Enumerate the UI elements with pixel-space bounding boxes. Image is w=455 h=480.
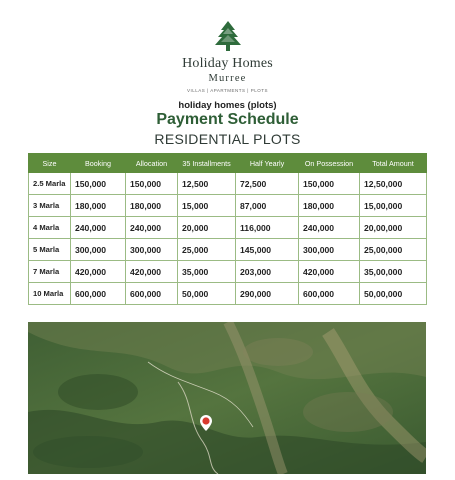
table-cell: 240,000 bbox=[299, 217, 360, 239]
table-cell: 15,00,000 bbox=[360, 195, 427, 217]
document-title: Payment Schedule bbox=[156, 111, 299, 128]
location-pin-icon bbox=[200, 415, 212, 431]
column-header: Size bbox=[29, 154, 71, 173]
table-cell: 7 Marla bbox=[29, 261, 71, 283]
table-cell: 600,000 bbox=[71, 283, 126, 305]
table-cell: 2.5 Marla bbox=[29, 173, 71, 195]
column-header: Allocation bbox=[126, 154, 178, 173]
table-cell: 35,00,000 bbox=[360, 261, 427, 283]
table-cell: 290,000 bbox=[236, 283, 299, 305]
table-cell: 25,00,000 bbox=[360, 239, 427, 261]
column-header: Total Amount bbox=[360, 154, 427, 173]
table-cell: 20,00,000 bbox=[360, 217, 427, 239]
table-cell: 240,000 bbox=[71, 217, 126, 239]
table-cell: 600,000 bbox=[126, 283, 178, 305]
document-heading: RESIDENTIAL PLOTS bbox=[154, 131, 301, 147]
table-cell: 50,000 bbox=[178, 283, 236, 305]
table-cell: 145,000 bbox=[236, 239, 299, 261]
table-cell: 35,000 bbox=[178, 261, 236, 283]
table-cell: 72,500 bbox=[236, 173, 299, 195]
brand-name: Holiday Homes bbox=[182, 56, 273, 71]
table-cell: 12,500 bbox=[178, 173, 236, 195]
table-row bbox=[29, 217, 427, 239]
column-header: Booking bbox=[71, 154, 126, 173]
column-header: 35 Installments bbox=[178, 154, 236, 173]
table-cell: 25,000 bbox=[178, 239, 236, 261]
table-row bbox=[29, 283, 427, 305]
table-cell: 180,000 bbox=[71, 195, 126, 217]
satellite-map-image bbox=[28, 322, 426, 474]
table-cell: 600,000 bbox=[299, 283, 360, 305]
brand-location: Murree bbox=[208, 73, 247, 84]
table-cell: 300,000 bbox=[299, 239, 360, 261]
table-cell: 3 Marla bbox=[29, 195, 71, 217]
table-cell: 300,000 bbox=[71, 239, 126, 261]
table-cell: 420,000 bbox=[299, 261, 360, 283]
column-header: On Possession bbox=[299, 154, 360, 173]
table-cell: 420,000 bbox=[71, 261, 126, 283]
table-cell: 116,000 bbox=[236, 217, 299, 239]
table-row bbox=[29, 195, 427, 217]
document-subtitle: holiday homes (plots) bbox=[178, 100, 277, 111]
table-cell: 150,000 bbox=[126, 173, 178, 195]
table-cell: 10 Marla bbox=[29, 283, 71, 305]
table-cell: 4 Marla bbox=[29, 217, 71, 239]
table-cell: 12,50,000 bbox=[360, 173, 427, 195]
table-cell: 420,000 bbox=[126, 261, 178, 283]
table-row bbox=[29, 261, 427, 283]
table-cell: 50,00,000 bbox=[360, 283, 427, 305]
table-cell: 15,000 bbox=[178, 195, 236, 217]
table-cell: 150,000 bbox=[71, 173, 126, 195]
table-cell: 240,000 bbox=[126, 217, 178, 239]
pine-tree-icon bbox=[214, 20, 242, 56]
table-cell: 180,000 bbox=[299, 195, 360, 217]
table-cell: 5 Marla bbox=[29, 239, 71, 261]
table-cell: 87,000 bbox=[236, 195, 299, 217]
table-row bbox=[29, 173, 427, 195]
table-cell: 150,000 bbox=[299, 173, 360, 195]
table-cell: 203,000 bbox=[236, 261, 299, 283]
table-cell: 180,000 bbox=[126, 195, 178, 217]
table-row bbox=[29, 239, 427, 261]
payment-schedule-table bbox=[28, 153, 427, 305]
table-header-row bbox=[29, 154, 427, 173]
brand-tagline: VILLAS | APARTMENTS | PLOTS bbox=[187, 88, 268, 93]
table-cell: 300,000 bbox=[126, 239, 178, 261]
table-cell: 20,000 bbox=[178, 217, 236, 239]
column-header: Half Yearly bbox=[236, 154, 299, 173]
